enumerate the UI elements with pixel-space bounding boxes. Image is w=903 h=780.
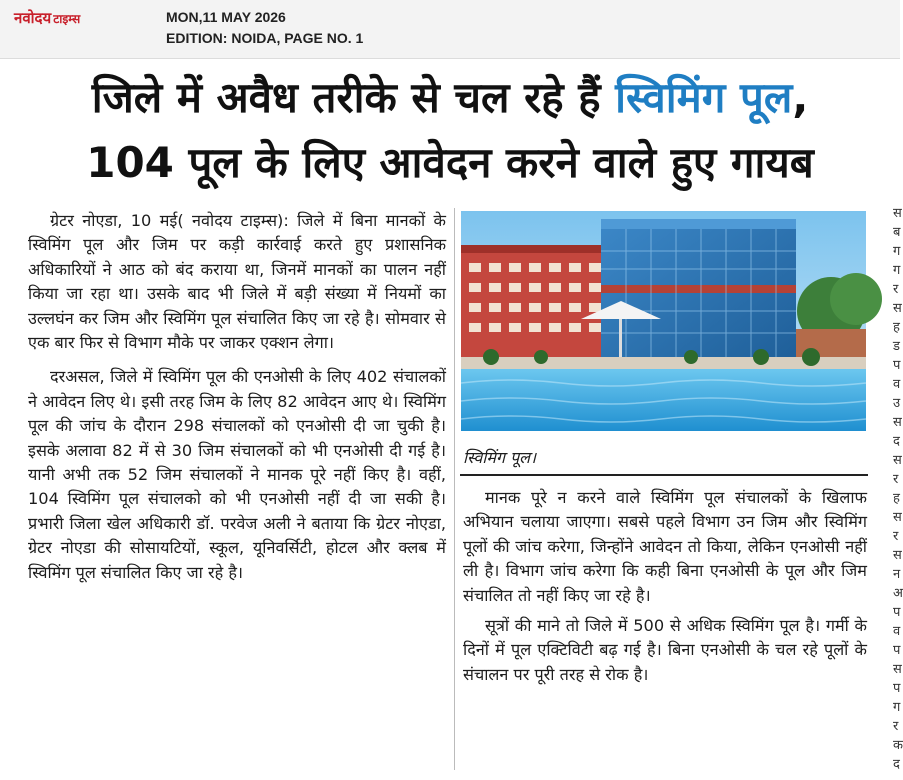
- article-right-column: [463, 486, 867, 687]
- fragment-char: र: [893, 529, 899, 544]
- adjacent-column-fragment: [893, 204, 903, 780]
- logo-sub-text: टाइम्स: [53, 12, 81, 26]
- article-paragraph: ग्रेटर नोएडा, 10 मई( नवोदय टाइम्स): जिले में बिना मानकों के स्विमिंग पूल और जिम पर कड़ी कार्रवाई करते हुए प्रशासनिक अधिकारियों ने आठ को बंद कराया था, जिनमें मानकों का पालन नहीं किया जा रहा था। उसके बाद भी जिले में बड़ी संख्या में नियमों का उल्लघंन कर जिम और स्विमिंग पूल संचालित किए जा रहे है। सोमवार से एक बार फिर से विभाग मौके पर जाकर एक्शन लेगा।: [28, 211, 446, 353]
- swimming-pool-photo: [461, 211, 866, 431]
- fragment-char: र: [893, 472, 899, 487]
- article-paragraph: मानक पूरे न करने वाले स्विमिंग पूल संचालकों के खिलाफ अभियान चलाया जाएगा। सबसे पहले विभाग उन जिम और स्विमिंग पूलों की जांच करेगा, जिन्होंने आवेदन तो किया, लेकिन एनओसी नहीं ली है। विभाग जांच करेगा कि कही बिना एनओसी के पूल और जिम संचालित तो नहीं किए जा रहे है।: [463, 488, 867, 605]
- fragment-char: स: [893, 301, 902, 316]
- fragment-char: ब: [893, 225, 901, 240]
- edition-info: EDITION: NOIDA, PAGE NO. 1: [166, 30, 364, 46]
- swimming-pool-illustration: [461, 211, 866, 431]
- fragment-char: ग: [893, 700, 901, 715]
- fragment-char: उ: [893, 396, 901, 411]
- fragment-char: ह: [893, 320, 900, 335]
- article-left-column: [28, 209, 446, 585]
- fragment-char: अ: [893, 586, 903, 601]
- fragment-char: ह: [893, 491, 900, 506]
- headline-comma: ,: [792, 73, 809, 122]
- fragment-char: व: [893, 377, 901, 392]
- logo-main-text: नवोदय: [14, 9, 52, 27]
- fragment-char: स: [893, 548, 902, 563]
- fragment-char: प: [893, 605, 901, 620]
- headline-line-2: 104 पूल के लिए आवेदन करने वाले हुए गायब: [86, 138, 814, 187]
- fragment-char: प: [893, 358, 901, 373]
- fragment-char: प: [893, 681, 901, 696]
- fragment-char: स: [893, 206, 902, 221]
- headline-main-text: जिले में अवैध तरीके से चल रहे हैं: [91, 73, 616, 122]
- fragment-char: ग: [893, 244, 901, 259]
- newspaper-logo[interactable]: [14, 8, 80, 28]
- fragment-char: प: [893, 643, 901, 658]
- fragment-char: स: [893, 662, 902, 677]
- fragment-char: स: [893, 453, 902, 468]
- fragment-char: स: [893, 510, 902, 525]
- article-paragraph: दरअसल, जिले में स्विमिंग पूल की एनओसी के लिए 402 संचालकों ने आवेदन लिए थे। इसी तरह जिम के लिए 82 आवेदन आए थे। स्विमिंग पूल की जांच के दौरान 298 संचालकों को एनओसी दी जा चुकी है। इसके अलावा 82 में से 30 जिम संचालकों को भी एनओसी दी गई है। यानी अभी तक 52 जिम संचालकों ने मानक पूरे नहीं किए है। वहीं, 104 स्विमिंग पूल संचालको को भी एनओसी नहीं दी जा सकी है। प्रभारी जिला खेल अधिकारी डॉ. परवेज अली ने बताया कि ग्रेटर नोएडा, ग्रेटर नोएडा की सोसायटियों, स्कूल, यूनिवर्सिटी, होटल और क्लब में स्विमिंग पूल संचालित किए जा रहे है।: [28, 367, 446, 582]
- fragment-char: न: [893, 567, 901, 582]
- fragment-char: क: [893, 738, 903, 753]
- fragment-char: द: [893, 434, 900, 449]
- edition-date: MON,11 MAY 2026: [166, 9, 286, 25]
- fragment-char: द: [893, 757, 900, 772]
- fragment-char: र: [893, 282, 899, 297]
- fragment-char: र: [893, 719, 899, 734]
- photo-caption: स्विमिंग पूल।: [463, 448, 537, 467]
- fragment-char: ग: [893, 263, 901, 278]
- column-divider: [454, 208, 455, 770]
- fragment-char: व: [893, 624, 901, 639]
- headline-line-1: [0, 68, 900, 125]
- edition-header: [0, 0, 900, 59]
- section-divider: [460, 474, 868, 476]
- fragment-char: ड: [893, 339, 900, 354]
- fragment-char: स: [893, 415, 902, 430]
- headline-highlight: स्विमिंग पूल: [615, 73, 793, 122]
- article-paragraph: सूत्रों की माने तो जिले में 500 से अधिक स्विमिंग पूल है। गर्मी के दिनों में पूल एक्टिविटी बढ़ गई है। बिना एनओसी के चल रहे पूलों के संचालन पर पूरी तरह से रोक है।: [463, 616, 867, 684]
